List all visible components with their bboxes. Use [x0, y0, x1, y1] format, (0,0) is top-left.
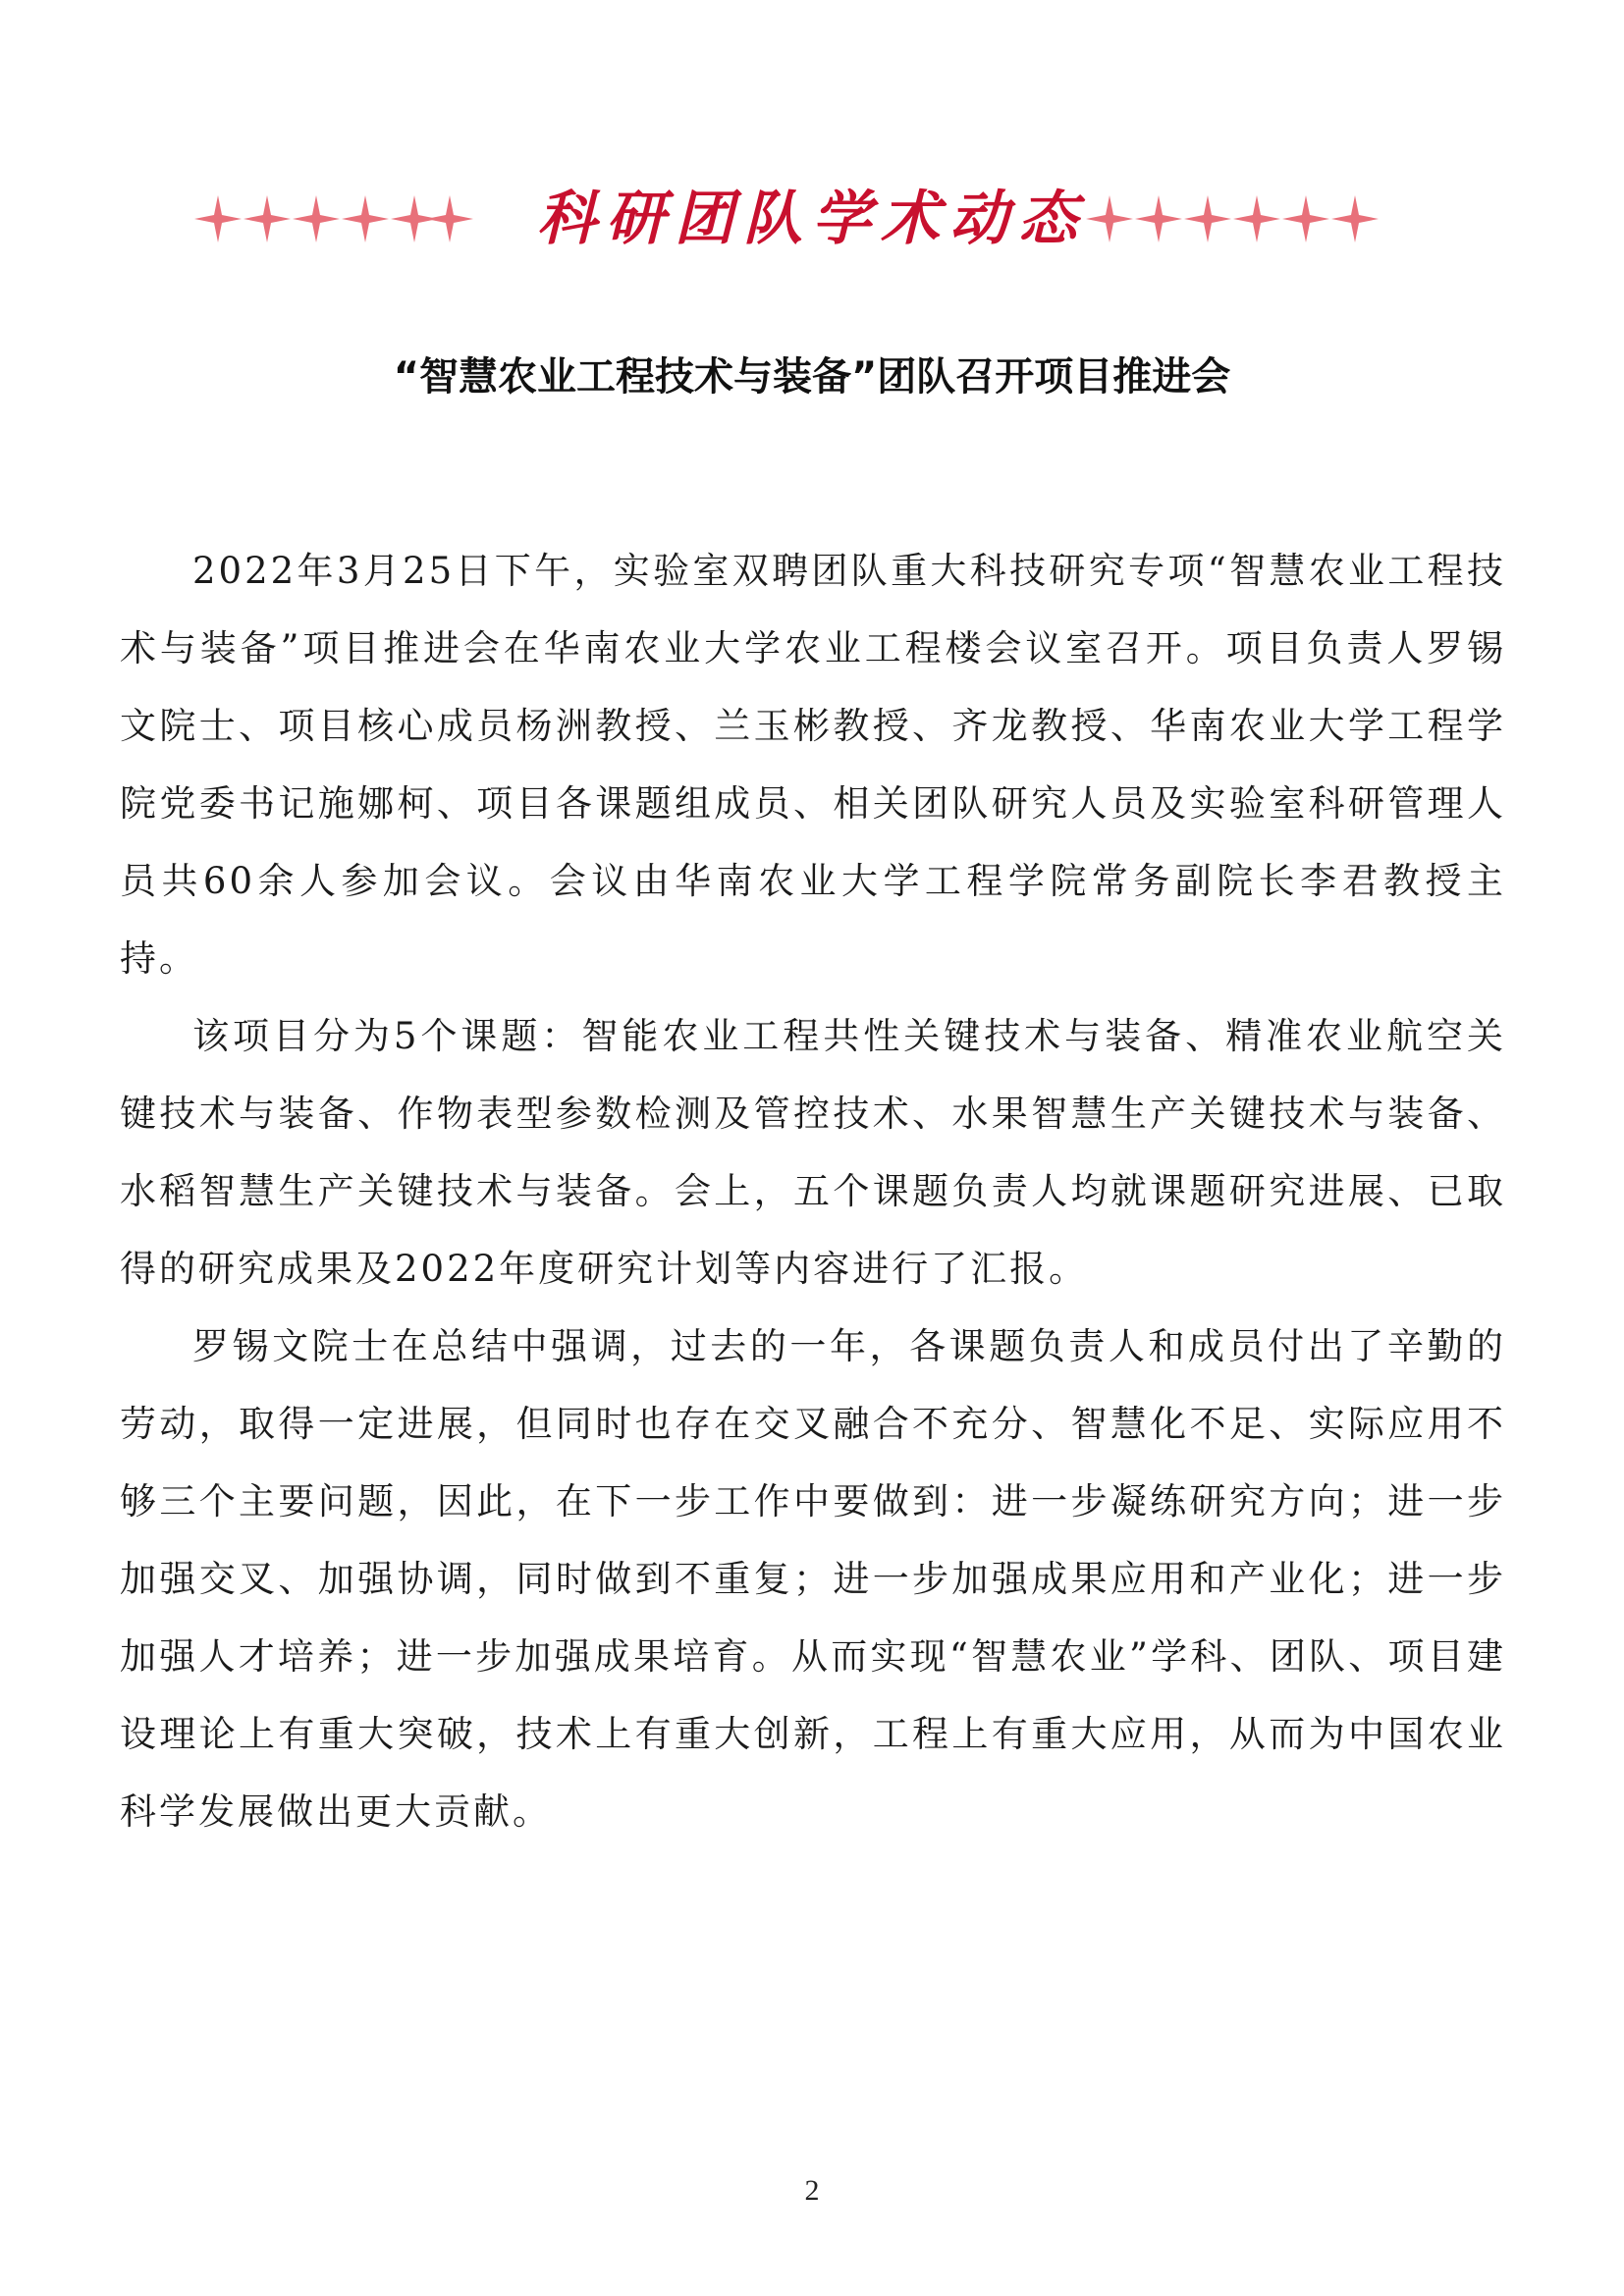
article-body	[120, 532, 1506, 1850]
section-title: 科研团队学术动态	[537, 185, 1087, 253]
paragraph-summary-remarks: 罗锡文院士在总结中强调，过去的一年，各课题负责人和成员付出了辛勤的劳动，取得一定进展，但同时也存在交叉融合不充分、智慧化不足、实际应用不够三个主要问题，因此，在下一步工作中要做到：进一步凝练研究方向；进一步加强交叉、加强协调，同时做到不重复；进一步加强成果应用和产业化；进一步加强人才培养；进一步加强成果培育。从而实现“智慧农业”学科、团队、项目建设理论上有重大突破，技术上有重大创新，工程上有重大应用，从而为中国农业科学发展做出更大贡献。	[120, 1325, 1506, 1833]
page-number: 2	[804, 2174, 820, 2207]
paragraph-project-topics: 该项目分为5个课题：智能农业工程共性关键技术与装备、精准农业航空关键技术与装备、作物表型参数检测及管控技术、水果智慧生产关键技术与装备、水稻智慧生产关键技术与装备。会上，五个课题负责人均就课题研究进展、已取得的研究成果及2022年度研究计划等内容进行了汇报。	[120, 1015, 1506, 1290]
paragraph-meeting-overview: 2022年3月25日下午，实验室双聘团队重大科技研究专项“智慧农业工程技术与装备”项目推进会在华南农业大学农业工程楼会议室召开。项目负责人罗锡文院士、项目核心成员杨洲教授、兰玉彬教授、齐龙教授、华南农业大学工程学院党委书记施娜柯、项目各课题组成员、相关团队研究人员及实验室科研管理人员共60余人参加会议。会议由华南农业大学工程学院常务副院长李君教授主持。	[120, 550, 1506, 980]
section-banner	[0, 175, 1624, 263]
article-title: “智慧农业工程技术与装备”团队召开项目推进会	[393, 354, 1231, 400]
